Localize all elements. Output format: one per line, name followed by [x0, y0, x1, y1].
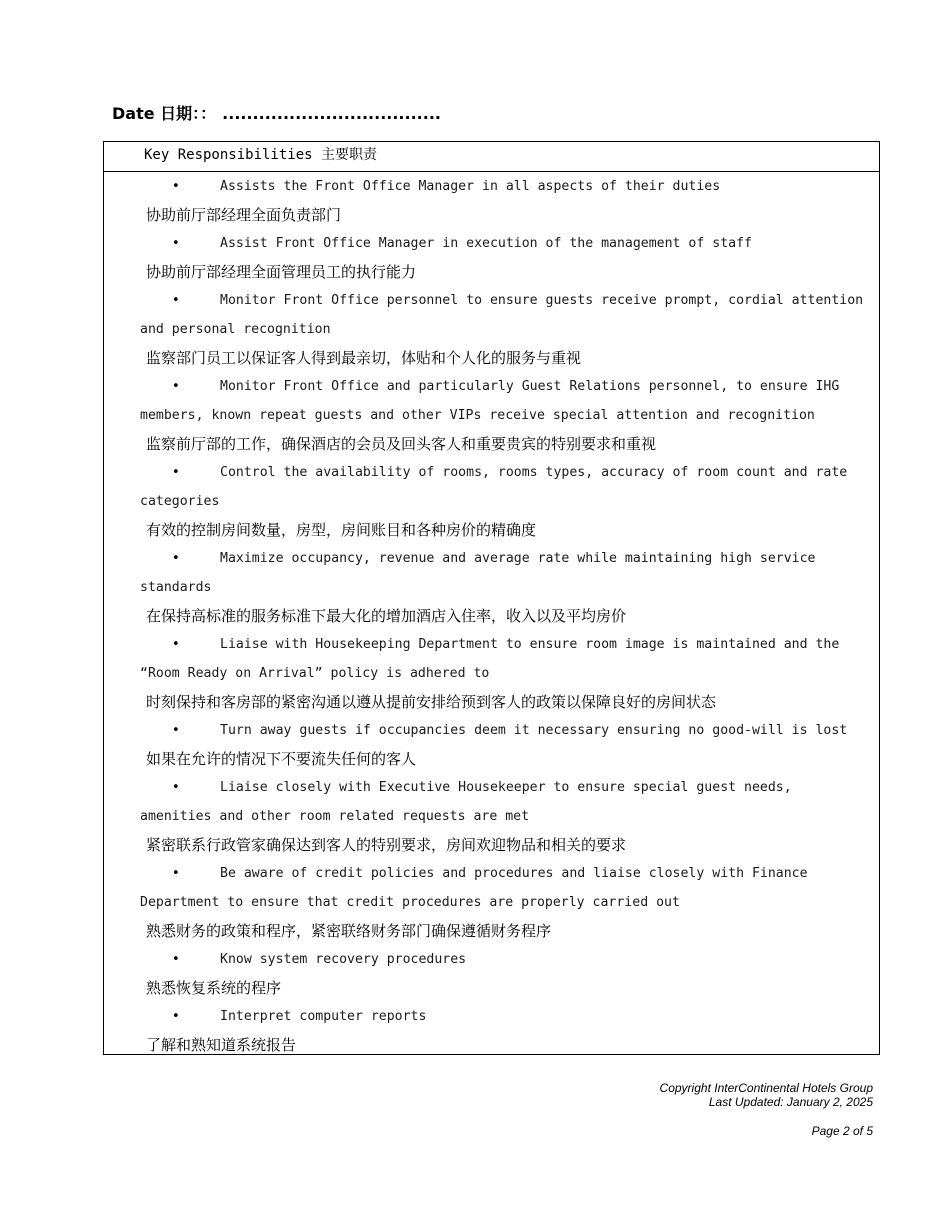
- date-fill-line: ....................................: [222, 104, 441, 123]
- responsibility-zh-text: 紧密联系行政管家确保达到客人的特别要求，房间欢迎物品和相关的要求: [146, 836, 627, 854]
- responsibility-zh-text: 了解和熟知道系统报告: [146, 1036, 297, 1054]
- responsibility-en: [140, 630, 867, 688]
- list-item: [140, 458, 867, 544]
- responsibility-en-text: Monitor Front Office personnel to ensure guests receive prompt, cordial attention and personal recognition: [140, 293, 864, 337]
- list-item: [140, 229, 867, 286]
- responsibility-en-text: Assist Front Office Manager in execution of the management of staff: [220, 236, 752, 251]
- responsibility-zh-text: 如果在允许的情况下不要流失任何的客人: [146, 750, 417, 768]
- copyright-text: Copyright InterContinental Hotels Group: [659, 1081, 873, 1095]
- responsibility-en-text: Assists the Front Office Manager in all aspects of their duties: [220, 179, 721, 194]
- responsibility-en-text: Control the availability of rooms, rooms types, accuracy of room count and rate categories: [140, 465, 848, 509]
- responsibility-en-text: Liaise with Housekeeping Department to ensure room image is maintained and the “Room Ready on Arrival” policy is adhered to: [140, 637, 840, 681]
- responsibility-en: [140, 544, 867, 602]
- page-number: Page 2 of 5: [811, 1124, 873, 1138]
- list-item: [140, 544, 867, 630]
- list-item: [140, 945, 867, 1002]
- responsibility-zh-text: 有效的控制房间数量，房型，房间账目和各种房价的精确度: [146, 521, 537, 539]
- responsibility-en-text: Know system recovery procedures: [220, 952, 467, 967]
- list-item: [140, 859, 867, 945]
- responsibilities-list: [104, 172, 879, 1059]
- bullet-icon: •: [172, 293, 180, 308]
- date-line: [112, 101, 441, 124]
- responsibility-en: [140, 172, 867, 201]
- list-item: [140, 286, 867, 372]
- responsibility-en-text: Liaise closely with Executive Housekeeper to ensure special guest needs, amenities and other room related requests are met: [140, 780, 792, 824]
- date-label: Date 日期：：: [112, 104, 217, 123]
- responsibility-zh-text: 时刻保持和客房部的紧密沟通以遵从提前安排给预到客人的政策以保障良好的房间状态: [146, 693, 717, 711]
- responsibility-zh-text: 协助前厅部经理全面负责部门: [146, 206, 342, 224]
- responsibility-en: [140, 229, 867, 258]
- responsibility-en-text: Turn away guests if occupancies deem it necessary ensuring no good-will is lost: [220, 723, 848, 738]
- bullet-icon: •: [172, 780, 180, 795]
- responsibility-zh-text: 熟悉财务的政策和程序，紧密联络财务部门确保遵循财务程序: [146, 922, 552, 940]
- bullet-icon: •: [172, 179, 180, 194]
- responsibility-en-text: Maximize occupancy, revenue and average rate while maintaining high service standards: [140, 551, 816, 595]
- responsibility-en: [140, 859, 867, 917]
- responsibility-en: [140, 372, 867, 430]
- responsibility-en-text: Interpret computer reports: [220, 1009, 427, 1024]
- responsibility-zh-text: 熟悉恢复系统的程序: [146, 979, 282, 997]
- list-item: [140, 372, 867, 458]
- responsibility-zh-text: 监察前厅部的工作，确保酒店的会员及回头客人和重要贵宾的特别要求和重视: [146, 435, 657, 453]
- responsibility-en: [140, 773, 867, 831]
- list-item: [140, 773, 867, 859]
- responsibility-en: [140, 458, 867, 516]
- responsibility-zh-text: 协助前厅部经理全面管理员工的执行能力: [146, 263, 417, 281]
- responsibility-en-text: Monitor Front Office and particularly Guest Relations personnel, to ensure IHG members, known repeat guests and other VIPs receive special attention and recognition: [140, 379, 840, 423]
- bullet-icon: •: [172, 465, 180, 480]
- responsibility-en-text: Be aware of credit policies and procedures and liaise closely with Finance Department to ensure that credit procedures are properly carried out: [140, 866, 808, 910]
- footer-copyright-block: [660, 1081, 873, 1109]
- responsibility-en: [140, 286, 867, 344]
- bullet-icon: •: [172, 952, 180, 967]
- bullet-icon: •: [172, 551, 180, 566]
- section-title: Key Responsibilities 主要职责: [104, 142, 879, 172]
- list-item: [140, 1002, 867, 1059]
- bullet-icon: •: [172, 1009, 180, 1024]
- responsibility-zh-text: 在保持高标准的服务标准下最大化的增加酒店入住率，收入以及平均房价: [146, 607, 627, 625]
- responsibility-en: [140, 716, 867, 745]
- responsibility-en: [140, 945, 867, 974]
- responsibility-en: [140, 1002, 867, 1031]
- bullet-icon: •: [172, 637, 180, 652]
- bullet-icon: •: [172, 236, 180, 251]
- responsibilities-table: [103, 141, 880, 1055]
- list-item: [140, 172, 867, 229]
- list-item: [140, 716, 867, 773]
- list-item: [140, 630, 867, 716]
- last-updated-text: Last Updated: January 2, 2025: [708, 1095, 873, 1109]
- bullet-icon: •: [172, 379, 180, 394]
- bullet-icon: •: [172, 866, 180, 881]
- responsibility-zh-text: 监察部门员工以保证客人得到最亲切，体贴和个人化的服务与重视: [146, 349, 582, 367]
- bullet-icon: •: [172, 723, 180, 738]
